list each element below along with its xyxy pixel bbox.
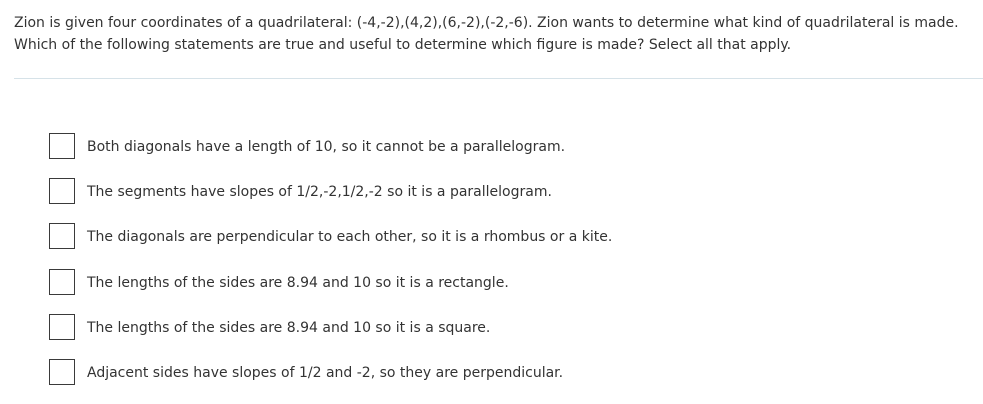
question-text-line-2: Which of the following statements are true and useful to determine which figure is made? Select all that apply. <box>14 37 792 53</box>
checkbox[interactable] <box>49 223 75 249</box>
answer-option-label[interactable]: The segments have slopes of 1/2,-2,1/2,-2 so it is a parallelogram. <box>87 184 552 201</box>
answer-option-label[interactable]: The diagonals are perpendicular to each other, so it is a rhombus or a kite. <box>87 229 613 246</box>
divider <box>14 78 983 79</box>
answer-option-3[interactable] <box>49 223 949 268</box>
checkbox[interactable] <box>49 178 75 204</box>
answer-option-1[interactable] <box>49 133 949 178</box>
answer-option-4[interactable] <box>49 269 949 314</box>
answer-option-label[interactable]: Both diagonals have a length of 10, so it cannot be a parallelogram. <box>87 139 566 155</box>
answer-option-2[interactable] <box>49 178 949 223</box>
question-prompt <box>14 12 974 56</box>
answer-option-label[interactable]: The lengths of the sides are 8.94 and 10 so it is a rectangle. <box>87 274 509 291</box>
question-text-line-1: Zion is given four coordinates of a quadrilateral: (-4,-2),(4,2),(6,-2),(-2,-6). Zion wants to determine what kind of quadrilateral is made. <box>14 15 959 31</box>
checkbox[interactable] <box>49 314 75 340</box>
checkbox[interactable] <box>49 269 75 295</box>
checkbox[interactable] <box>49 359 75 385</box>
answer-option-label[interactable]: The lengths of the sides are 8.94 and 10 so it is a square. <box>87 319 491 336</box>
answer-options-list <box>49 133 949 404</box>
checkbox[interactable] <box>49 133 75 159</box>
answer-option-label[interactable]: Adjacent sides have slopes of 1/2 and -2, so they are perpendicular. <box>87 364 564 381</box>
answer-option-6[interactable] <box>49 359 949 404</box>
answer-option-5[interactable] <box>49 314 949 359</box>
